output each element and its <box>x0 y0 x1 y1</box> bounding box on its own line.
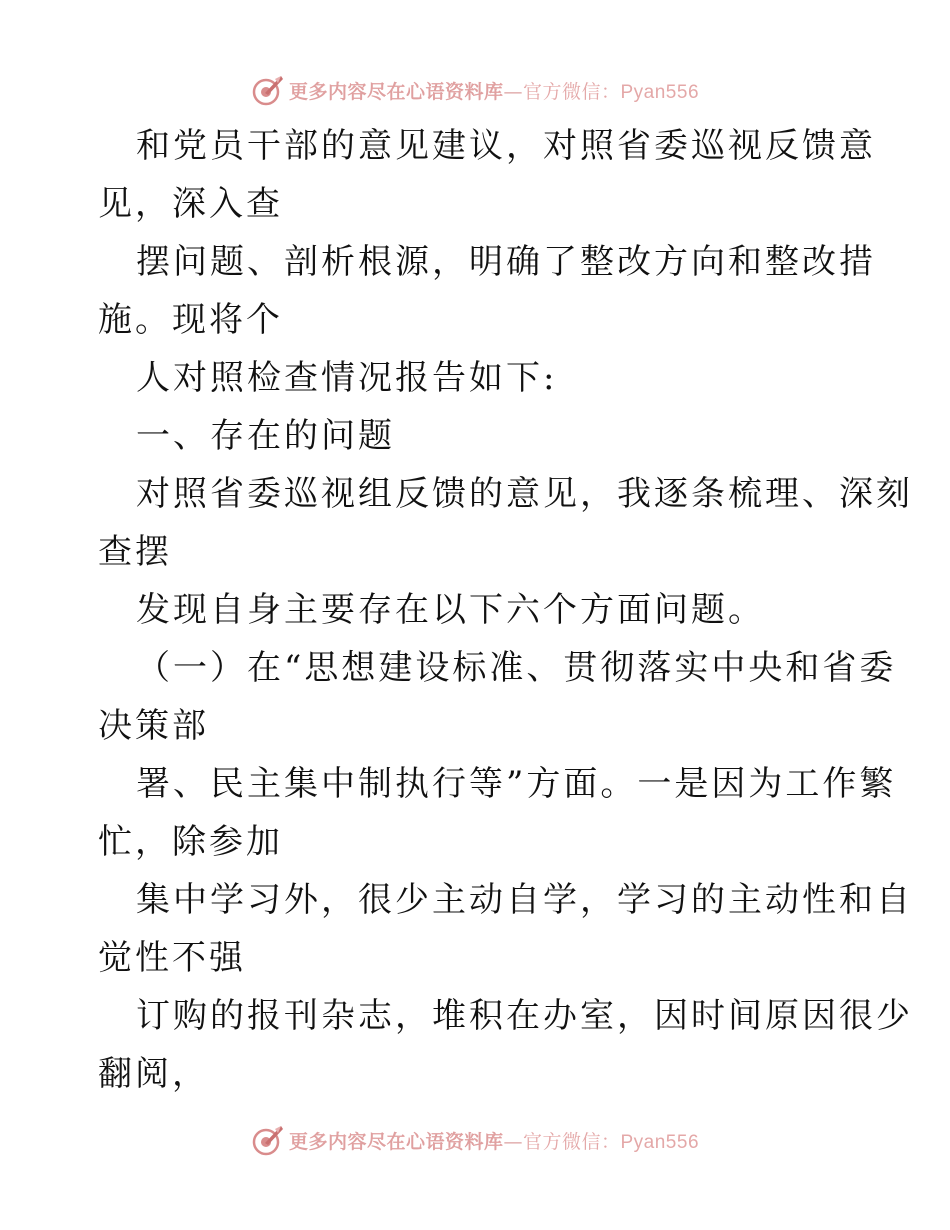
watermark-dash: — <box>503 1130 523 1153</box>
text-line: 施。现将个 <box>98 300 283 340</box>
text-line: 摆问题、剖析根源，明确了整改方向和整改措 <box>136 242 876 282</box>
watermark-main-text: 更多内容尽在心语资料库 <box>288 1130 504 1153</box>
text-line: 订购的报刊杂志，堆积在办室，因时间原因很少 <box>136 996 913 1036</box>
watermark-main-text: 更多内容尽在心语资料库 <box>288 80 504 103</box>
text-line: 发现自身主要存在以下六个方面问题。 <box>136 590 765 630</box>
text-line: 查摆 <box>98 532 172 572</box>
text-line: 和党员干部的意见建议，对照省委巡视反馈意 <box>136 126 876 166</box>
text-line: 人对照检查情况报告如下: <box>136 358 558 398</box>
watermark-dash: — <box>503 80 523 103</box>
text-line: 忙，除参加 <box>98 822 283 862</box>
watermark-wechat-label: 官方微信： <box>522 80 621 103</box>
quill-logo-icon <box>251 73 285 107</box>
text-line: 集中学习外，很少主动自学，学习的主动性和自 <box>136 880 913 920</box>
document-body <box>98 117 913 1103</box>
footer-watermark <box>0 1120 950 1160</box>
watermark-wechat-id: Pyan556 <box>620 1131 700 1153</box>
header-watermark <box>0 70 950 110</box>
section-heading: 一、存在的问题 <box>136 416 395 456</box>
watermark-wechat-id: Pyan556 <box>620 81 700 103</box>
text-line: 见，深入查 <box>98 184 283 224</box>
watermark-wechat-label: 官方微信： <box>522 1130 621 1153</box>
text-line: 翻阅， <box>98 1054 209 1094</box>
subsection-heading: （一）在“思想建设标准、贯彻落实中央和省委 <box>136 648 897 688</box>
quill-logo-icon <box>251 1123 285 1157</box>
text-line: 决策部 <box>98 706 209 746</box>
text-line: 对照省委巡视组反馈的意见，我逐条梳理、深刻 <box>136 474 913 514</box>
text-line: 觉性不强 <box>98 938 246 978</box>
text-line: 署、民主集中制执行等”方面。一是因为工作繁 <box>136 764 897 804</box>
